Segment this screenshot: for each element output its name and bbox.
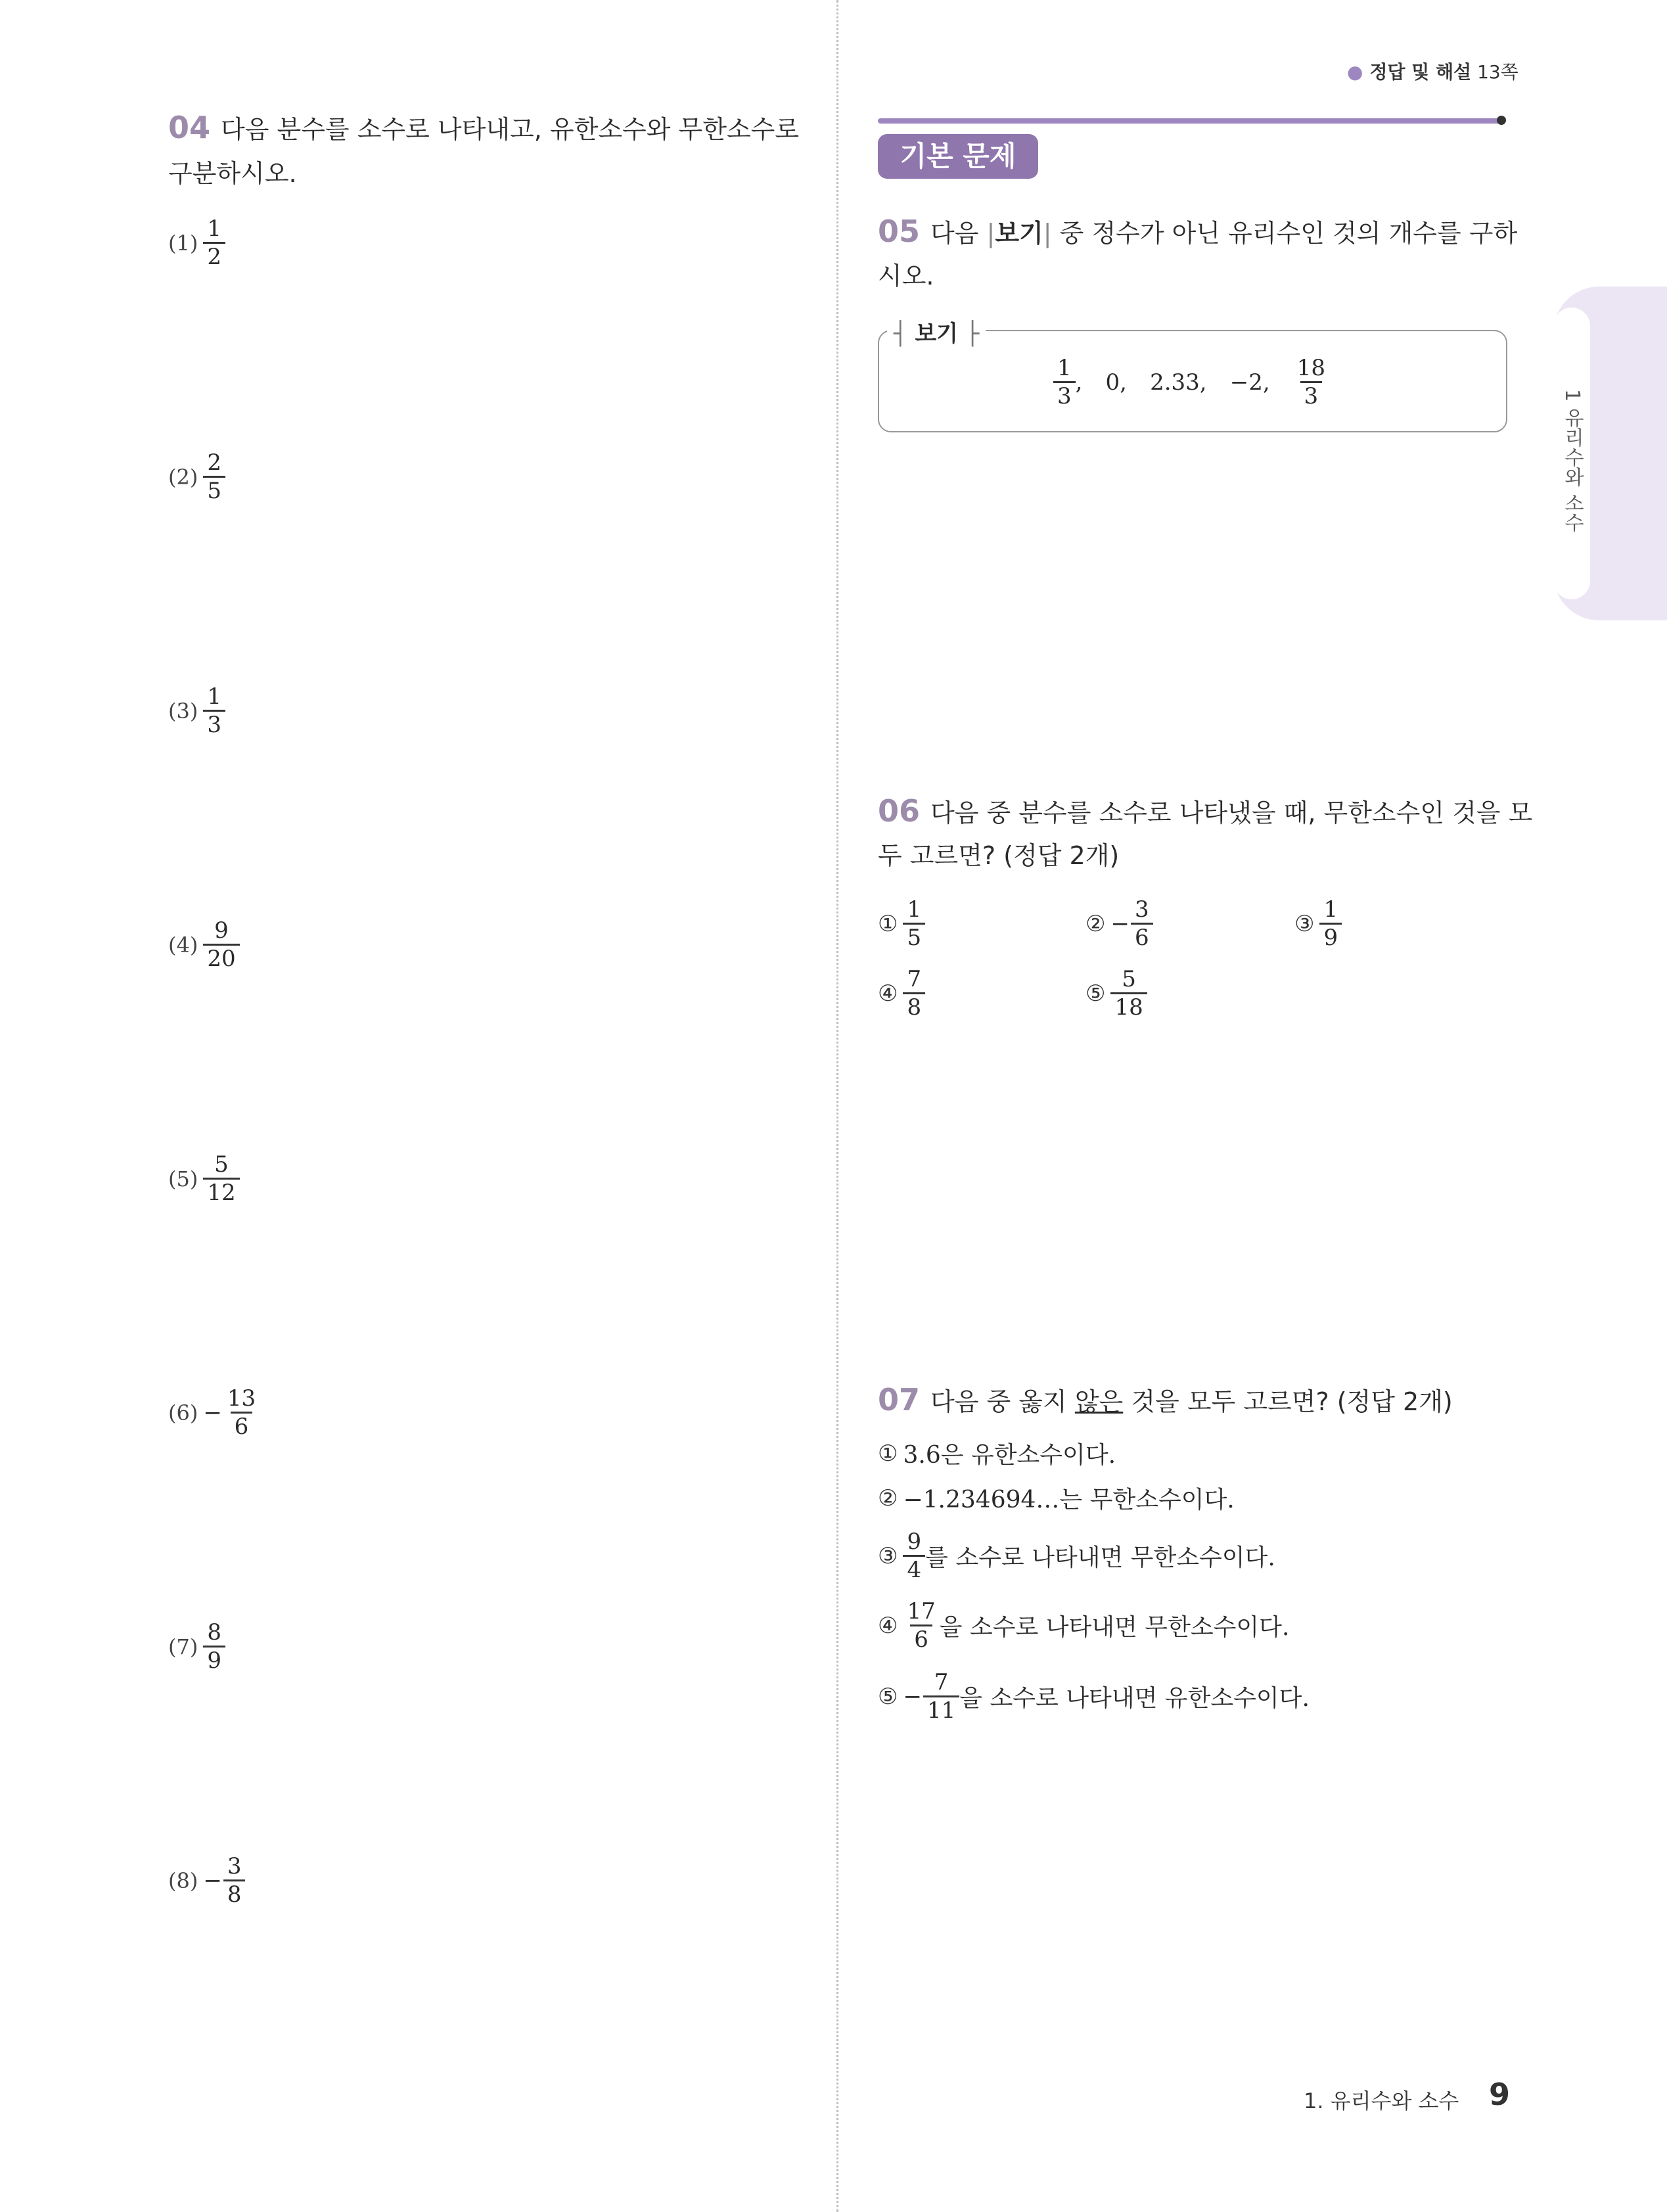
q06-prompt: 06 다음 중 분수를 소수로 나타냈을 때, 무한소수인 것을 모 (878, 793, 1533, 829)
q04-item-5: (5) $\frac{5}{12}$ (168, 1151, 240, 1206)
section-rule-dot (1497, 116, 1506, 125)
q05-text-line2: 시오. (878, 262, 934, 290)
answer-reference (1347, 58, 1519, 84)
q04-item-4: (4) $\frac{9}{20}$ (168, 917, 240, 972)
q07-choice-5[interactable]: ⑤ − $\frac{7}{11}$ 을 소수로 나타내면 유한소수이다. (878, 1669, 1310, 1724)
q06-choice-2[interactable]: ② − $\frac{3}{6}$ (1085, 896, 1153, 951)
q06-choice-1[interactable]: ① $\frac{1}{5}$ (878, 896, 925, 951)
fraction: $\frac{1}{5}$ (903, 896, 925, 951)
q04-number: 04 (168, 110, 211, 145)
fraction: $\frac{7}{8}$ (903, 966, 925, 1021)
section-title: 기본 문제 (878, 134, 1038, 179)
q06-choice-3[interactable]: ③ $\frac{1}{9}$ (1294, 896, 1342, 951)
q05-prompt: 05 다음 |보기| 중 정수가 아닌 유리수인 것의 개수를 구하 (878, 214, 1518, 249)
q04-item-2: (2) $\frac{2}{5}$ (168, 449, 225, 504)
minus-sign: − (1110, 910, 1130, 937)
bogi-box-label: ┤ 보기 ├ (887, 315, 986, 348)
q07-choice-4[interactable]: ④ $\frac{17}{6}$ 을 소수로 나타내면 무한소수이다. (878, 1598, 1290, 1653)
q04-item-3: (3) $\frac{1}{3}$ (168, 683, 225, 738)
q04-text-line2: 구분하시오. (168, 159, 297, 188)
minus-sign: − (203, 1399, 222, 1426)
fraction: $\frac{9}{4}$ (903, 1529, 925, 1583)
footer-chapter: 1. 유리수와 소수 (1304, 2088, 1459, 2113)
bogi-label-inline: 보기 (995, 219, 1043, 248)
fraction: $\frac{1}{3}$ (1053, 355, 1076, 409)
fraction: $\frac{7}{11}$ (923, 1669, 959, 1724)
page-number: 9 (1489, 2077, 1511, 2112)
fraction: $\frac{5}{12}$ (203, 1151, 239, 1206)
column-divider (836, 0, 838, 2212)
fraction: $\frac{1}{3}$ (203, 683, 225, 738)
minus-sign: − (203, 1867, 222, 1894)
q06-text-line2: 두 고르면? (정답 2개) (878, 841, 1120, 870)
q07-choice-2[interactable]: ② −1.234694…는 무한소수이다. (878, 1485, 1235, 1513)
fraction: $\frac{17}{6}$ (907, 1598, 936, 1653)
q04-item-8: (8) − $\frac{3}{8}$ (168, 1853, 245, 1908)
q06-choice-5[interactable]: ⑤ $\frac{5}{18}$ (1085, 966, 1147, 1021)
fraction: $\frac{13}{6}$ (227, 1385, 256, 1440)
q07-choice-1[interactable]: ① 3.6은 유한소수이다. (878, 1440, 1116, 1469)
fraction: $\frac{3}{6}$ (1131, 896, 1153, 951)
fraction: $\frac{1}{2}$ (203, 216, 225, 270)
q07-choice-3[interactable]: ③ $\frac{9}{4}$ 를 소수로 나타내면 무한소수이다. (878, 1529, 1275, 1583)
answer-label: 정답 및 해설 (1369, 61, 1472, 83)
chapter-side-tab-text: 1 유리수와 소수 (1561, 389, 1584, 533)
fraction: $\frac{9}{20}$ (203, 917, 239, 972)
minus-sign: − (903, 1683, 922, 1710)
q07-prompt: 07 다음 중 옳지 않은 것을 모두 고르면? (정답 2개) (878, 1382, 1453, 1417)
fraction: $\frac{8}{9}$ (203, 1619, 225, 1674)
fraction: $\frac{2}{5}$ (203, 449, 225, 504)
underlined-word: 않은 (1074, 1387, 1124, 1416)
fraction: $\frac{5}{18}$ (1110, 966, 1147, 1021)
section-rule (878, 118, 1502, 124)
q04-item-7: (7) $\frac{8}{9}$ (168, 1619, 225, 1674)
fraction: $\frac{1}{9}$ (1319, 896, 1342, 951)
fraction: $\frac{3}{8}$ (223, 1853, 246, 1908)
answer-page: 13쪽 (1477, 61, 1519, 83)
q04-item-1: (1) $\frac{1}{2}$ (168, 216, 225, 270)
q05-number: 05 (878, 214, 921, 249)
bullet-icon: ● (1347, 61, 1363, 83)
q06-number: 06 (878, 793, 921, 829)
q04-prompt (168, 105, 799, 152)
fraction: $\frac{18}{3}$ (1296, 355, 1325, 409)
q04-item-6: (6) − $\frac{13}{6}$ (168, 1385, 260, 1440)
q06-choice-4[interactable]: ④ $\frac{7}{8}$ (878, 966, 925, 1021)
q07-number: 07 (878, 1382, 921, 1417)
bogi-box-content: $\frac{1}{3}$ , 0, 2.33, −2, $\frac{18}{3}$ (878, 355, 1505, 409)
q04-text-line1: 다음 분수를 소수로 나타내고, 유한소수와 무한소수로 (221, 115, 800, 144)
